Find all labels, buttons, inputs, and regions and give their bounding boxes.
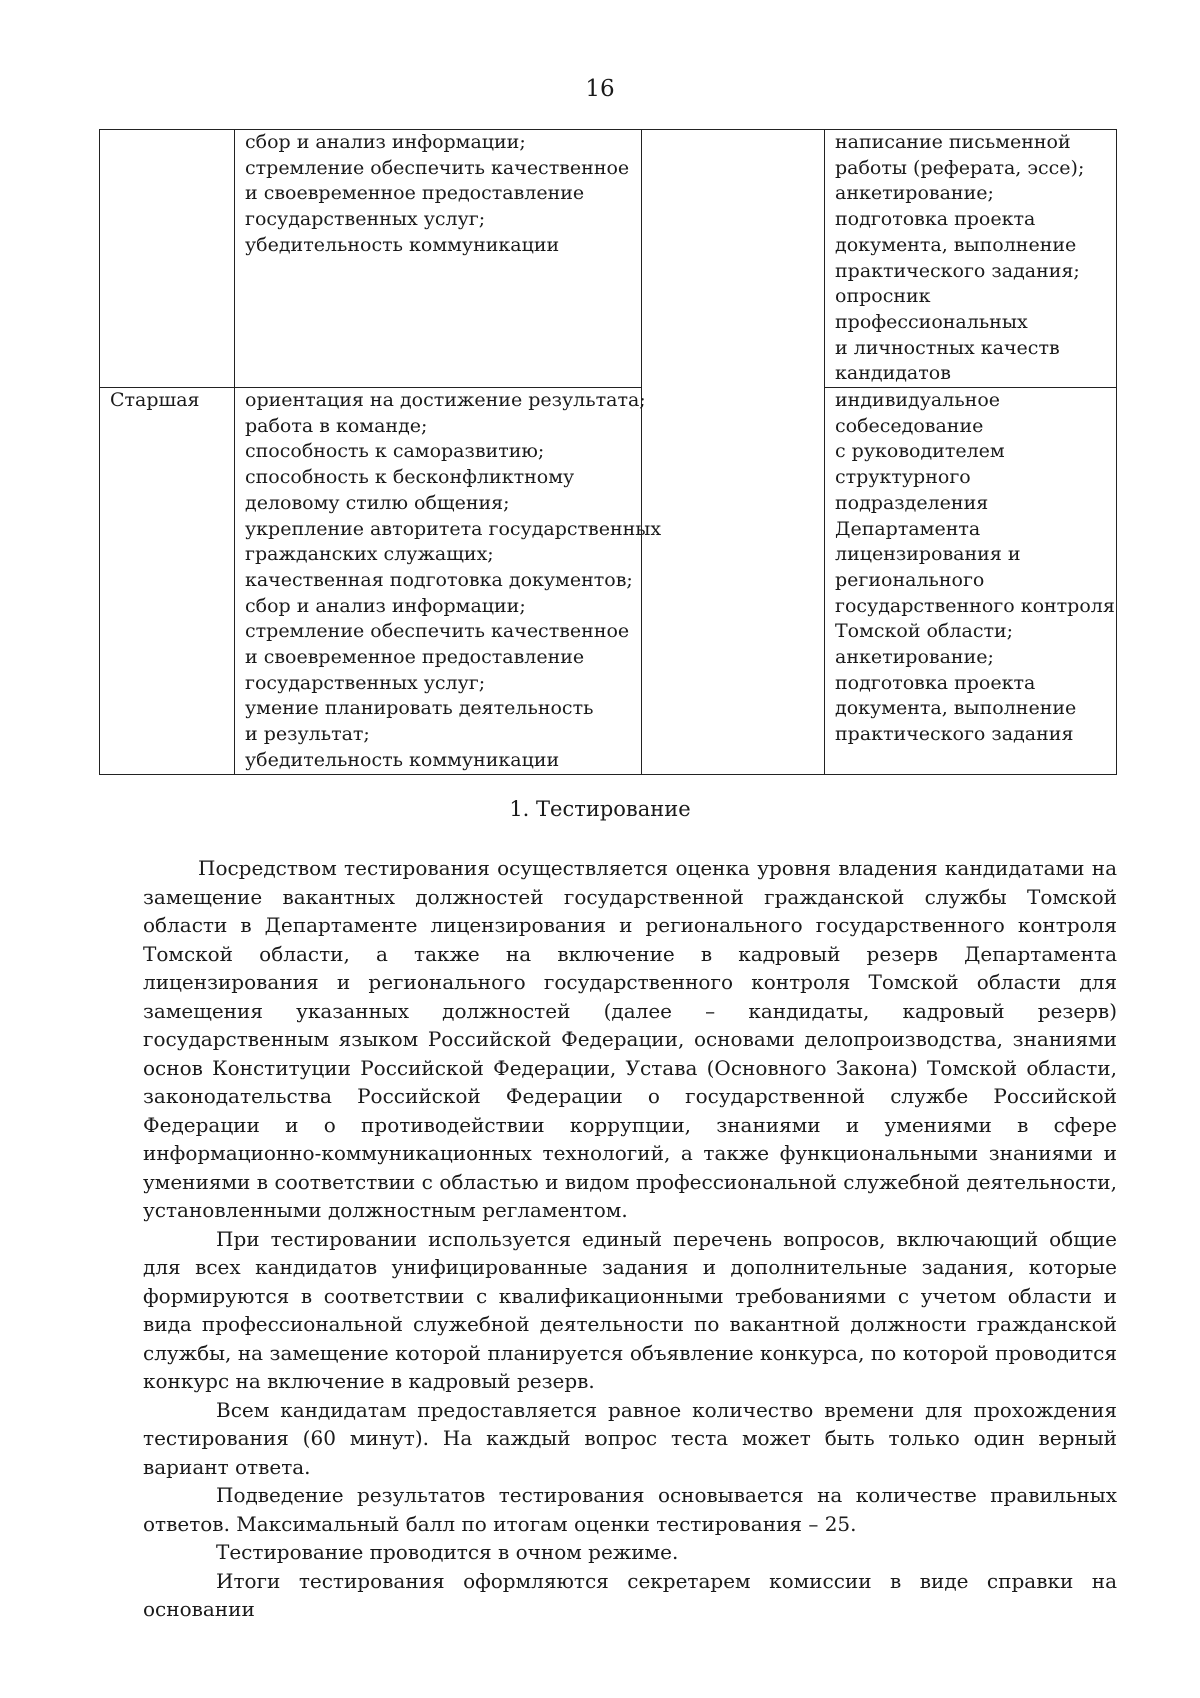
- paragraph: Итоги тестирования оформляются секретарем комиссии в виде справки на основании: [143, 1568, 1117, 1621]
- method-line: профессиональных: [835, 310, 1028, 333]
- method-line: и личностных качеств: [835, 336, 1060, 359]
- table-cell-methods: [825, 130, 1117, 388]
- table-cell-competencies: [235, 388, 662, 775]
- competency-line: укрепление авторитета государственных: [245, 517, 662, 540]
- table-cell-empty: [642, 130, 825, 775]
- table-row: [100, 388, 1117, 775]
- table-cell-group: [100, 388, 235, 775]
- competency-line: умение планировать деятельность: [245, 697, 594, 720]
- competency-line: деловому стилю общения;: [245, 491, 510, 514]
- competency-line: работа в команде;: [245, 414, 428, 437]
- method-line: собеседование: [835, 414, 984, 437]
- method-line: документа, выполнение: [835, 233, 1077, 256]
- competency-line: государственных услуг;: [245, 208, 486, 231]
- method-line: с руководителем: [835, 440, 1005, 463]
- competency-line: сбор и анализ информации;: [245, 594, 526, 617]
- method-line: индивидуальное: [835, 389, 1001, 412]
- method-line: Департамента: [835, 517, 981, 540]
- table-cell-methods: [825, 388, 1117, 775]
- section-title: 1. Тестирование: [509, 797, 691, 821]
- method-line: кандидатов: [835, 362, 951, 385]
- competency-line: государственных услуг;: [245, 671, 486, 694]
- competency-line: ориентация на достижение результата;: [245, 389, 646, 412]
- competency-line: гражданских служащих;: [245, 543, 494, 566]
- table-cell-group: [100, 130, 235, 388]
- paragraph: Подведение результатов тестирования основывается на количестве правильных ответов. Максимальный балл по итогам оценки тестирования – 25.: [143, 1483, 1117, 1536]
- method-line: государственного контроля: [835, 594, 1115, 617]
- method-line: подразделения: [835, 491, 989, 514]
- competency-line: убедительность коммуникации: [245, 233, 560, 256]
- table-cell-competencies: [235, 130, 642, 388]
- paragraph: При тестировании используется единый перечень вопросов, включающий общие для всех кандидатов унифицированные задания и дополнительные задания, которые формируются в соответствии с квалификационными требованиями с учетом области и вида профессиональной служебной деятельности по вакантной должности гражданской службы, на замещение которой планируется объявление конкурса, по которой проводится конкурс на включение в кадровый резерв.: [143, 1226, 1117, 1393]
- method-line: написание письменной: [835, 131, 1071, 153]
- method-line: анкетирование;: [835, 646, 994, 669]
- method-line: структурного: [835, 466, 971, 489]
- table-row: [100, 130, 1117, 388]
- competency-line: сбор и анализ информации;: [245, 131, 526, 153]
- competency-line: и своевременное предоставление: [245, 646, 585, 669]
- method-line: подготовка проекта: [835, 208, 1036, 231]
- competency-line: качественная подготовка документов;: [245, 568, 633, 591]
- competency-line: и результат;: [245, 723, 370, 746]
- method-line: документа, выполнение: [835, 697, 1077, 720]
- method-line: опросник: [835, 285, 931, 308]
- competency-line: способность к бесконфликтному: [245, 466, 575, 489]
- method-line: анкетирование;: [835, 182, 994, 205]
- method-line: практического задания: [835, 723, 1074, 746]
- method-line: лицензирования и: [835, 543, 1021, 566]
- competency-table: [99, 129, 1117, 775]
- method-line: работы (реферата, эссе);: [835, 156, 1085, 179]
- competency-line: стремление обеспечить качественное: [245, 620, 630, 643]
- method-line: подготовка проекта: [835, 671, 1036, 694]
- competency-line: убедительность коммуникации: [245, 748, 560, 771]
- body-text: [143, 854, 1117, 1624]
- paragraph: Посредством тестирования осуществляется оценка уровня владения кандидатами на замещение вакантных должностей государственной гражданской службы Томской области в Департаменте лицензирования и регионального государственного контроля Томской области, а также на включение в кадровый резерв Департамента лицензирования и регионального государственного контроля Томской области для замещения указанных должностей (далее – кандидаты, кадровый резерв) государственным языком Российской Федерации, основами делопроизводства, знаниями основ Конституции Российской Федерации, Устава (Основного Закона) Томской области, законодательства Российской Федерации о государственной службе Российской Федерации и о противодействии коррупции, знаниями и умениями в сфере информационно-коммуникационных технологий, а также функциональными знаниями и умениями в соответствии с областью и видом профессиональной служебной деятельности, установленными должностным регламентом.: [143, 856, 1117, 1222]
- paragraph: Всем кандидатам предоставляется равное количество времени для прохождения тестирования (60 минут). На каждый вопрос теста может быть только один верный вариант ответа.: [143, 1397, 1117, 1479]
- method-line: практического задания;: [835, 259, 1080, 282]
- page-number: 16: [585, 76, 615, 102]
- method-line: регионального: [835, 568, 985, 591]
- group-name: Старшая: [110, 389, 200, 412]
- competency-line: и своевременное предоставление: [245, 182, 585, 205]
- competency-line: стремление обеспечить качественное: [245, 156, 630, 179]
- method-line: Томской области;: [835, 620, 1014, 643]
- paragraph: Тестирование проводится в очном режиме.: [216, 1540, 679, 1564]
- competency-line: способность к саморазвитию;: [245, 440, 545, 463]
